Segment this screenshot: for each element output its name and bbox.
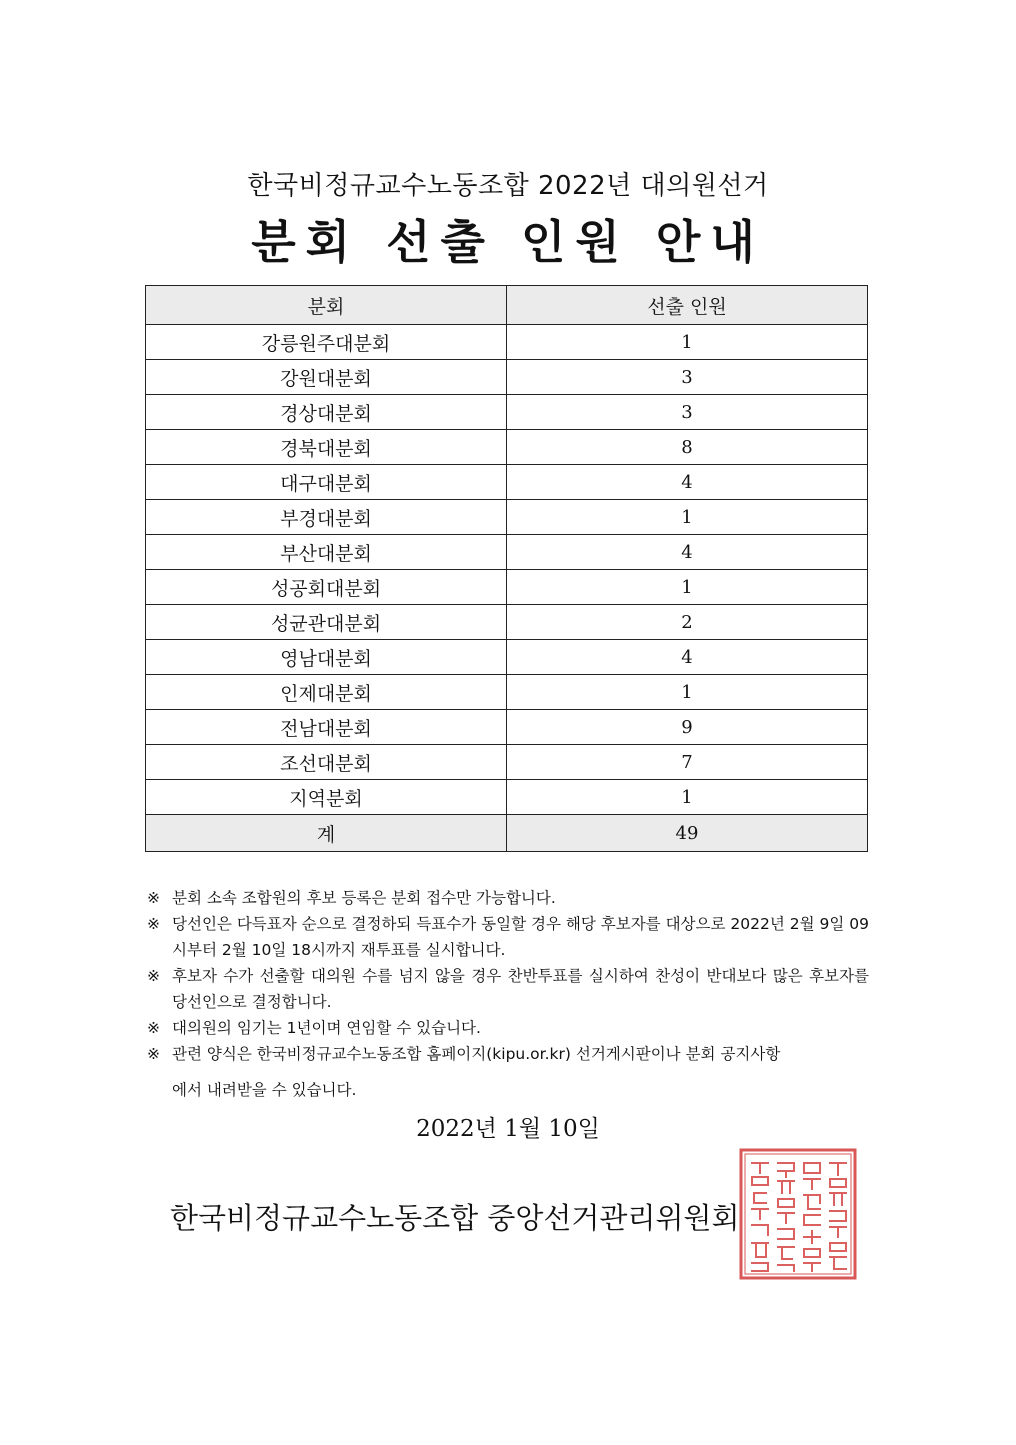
note-text-continued: 에서 내려받을 수 있습니다.	[172, 1081, 357, 1099]
note-item	[147, 885, 869, 911]
document-subtitle: 한국비정규교수노동조합 2022년 대의원선거	[247, 171, 769, 201]
quota-count-cell: 1	[507, 675, 868, 710]
branch-name-cell: 강릉원주대분회	[146, 325, 507, 360]
table-header-row	[146, 286, 868, 325]
branch-name-cell: 경북대분회	[146, 430, 507, 465]
branch-name-cell: 성공회대분회	[146, 570, 507, 605]
table-row	[146, 605, 868, 640]
table-row	[146, 325, 868, 360]
quota-count-cell: 4	[507, 640, 868, 675]
column-header-branch: 분회	[146, 286, 507, 325]
quota-count-cell: 9	[507, 710, 868, 745]
note-item	[147, 911, 869, 963]
quota-count-cell: 4	[507, 465, 868, 500]
table-row	[146, 360, 868, 395]
quota-count-cell: 1	[507, 570, 868, 605]
note-text: 후보자 수가 선출할 대의원 수를 넘지 않을 경우 찬반투표를 실시하여 찬성이 반대보다 많은 후보자를 당선인으로 결정합니다.	[172, 967, 869, 1011]
total-count-cell: 49	[507, 815, 868, 852]
quota-count-cell: 1	[507, 500, 868, 535]
note-mark: ※	[147, 1045, 160, 1063]
note-mark: ※	[147, 967, 160, 985]
notes-section	[147, 885, 869, 1103]
column-header-count: 선출 인원	[507, 286, 868, 325]
issue-date: 2022년 1월 10일	[416, 1116, 600, 1142]
branch-name-cell: 전남대분회	[146, 710, 507, 745]
branch-name-cell: 지역분회	[146, 780, 507, 815]
branch-name-cell: 부경대분회	[146, 500, 507, 535]
note-text: 관련 양식은 한국비정규교수노동조합 홈페이지(kipu.or.kr) 선거게시판이나 분회 공지사항	[172, 1045, 781, 1063]
table-row	[146, 465, 868, 500]
note-text: 당선인은 다득표자 순으로 결정하되 득표수가 동일할 경우 해당 후보자를 대상으로 2022년 2월 9일 09시부터 2월 10일 18시까지 재투표를 실시합니다.	[172, 915, 869, 959]
quota-count-cell: 3	[507, 395, 868, 430]
document-title: 분회 선출 인원 안내	[251, 215, 765, 269]
table-row	[146, 570, 868, 605]
table-row	[146, 710, 868, 745]
note-mark: ※	[147, 889, 160, 907]
note-item	[147, 1015, 869, 1041]
note-mark: ※	[147, 915, 160, 933]
table-total-row	[146, 815, 868, 852]
total-label-cell: 계	[146, 815, 507, 852]
table-row	[146, 675, 868, 710]
quota-count-cell: 1	[507, 325, 868, 360]
branch-name-cell: 경상대분회	[146, 395, 507, 430]
note-item	[147, 963, 869, 1015]
branch-name-cell: 강원대분회	[146, 360, 507, 395]
table-row	[146, 500, 868, 535]
note-text: 대의원의 임기는 1년이며 연임할 수 있습니다.	[172, 1019, 481, 1037]
table-body	[146, 325, 868, 852]
branch-name-cell: 조선대분회	[146, 745, 507, 780]
table-row	[146, 430, 868, 465]
branch-name-cell: 영남대분회	[146, 640, 507, 675]
branch-name-cell: 대구대분회	[146, 465, 507, 500]
note-text: 분회 소속 조합원의 후보 등록은 분회 접수만 가능합니다.	[172, 889, 556, 907]
table-row	[146, 395, 868, 430]
quota-count-cell: 1	[507, 780, 868, 815]
note-mark: ※	[147, 1019, 160, 1037]
quota-count-cell: 4	[507, 535, 868, 570]
note-item	[147, 1041, 869, 1103]
issuer-name: 한국비정규교수노동조합 중앙선거관리위원회	[170, 1201, 740, 1235]
table-row	[146, 745, 868, 780]
table-row	[146, 780, 868, 815]
official-seal-stamp	[738, 1147, 858, 1281]
note-list	[147, 885, 869, 1041]
branch-name-cell: 인제대분회	[146, 675, 507, 710]
table-row	[146, 640, 868, 675]
quota-count-cell: 8	[507, 430, 868, 465]
quota-count-cell: 3	[507, 360, 868, 395]
quota-count-cell: 2	[507, 605, 868, 640]
quota-table	[145, 285, 868, 852]
branch-name-cell: 부산대분회	[146, 535, 507, 570]
quota-count-cell: 7	[507, 745, 868, 780]
branch-name-cell: 성균관대분회	[146, 605, 507, 640]
table-row	[146, 535, 868, 570]
